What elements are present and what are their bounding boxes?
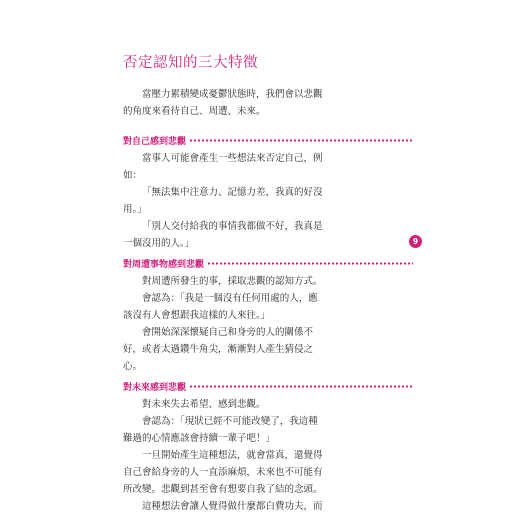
text-line: 難過的心情應該會持續一輩子吧！」: [123, 433, 276, 444]
text-line: 好，或者太過鑽牛角尖，漸漸對人產生猜侵之: [123, 344, 314, 355]
document-body: [123, 86, 413, 515]
text-line: 所改變。悲觀到甚至會有想要自我了結的念頭。: [123, 484, 323, 495]
section-title: 否定認知的三大特徵: [123, 55, 258, 71]
text-line: 會開始深深懷疑自己和身旁的人的關係不: [142, 327, 314, 338]
text-line: 一旦開始產生這種想法，就會當真，還覺得: [142, 450, 323, 461]
text-line: 當事人可能會產生一些想法來否定自己，例: [142, 153, 323, 164]
dotted-rule: [189, 385, 413, 388]
heading-label: 對周遭事物感到悲觀: [123, 260, 205, 270]
text-line: 對未來失去希望、感到悲觀。: [142, 399, 266, 410]
text-line: 如：: [123, 170, 143, 181]
quote-line: 「別人交付給我的事情我都做不好，我真是: [142, 221, 323, 232]
section-heading-future: [123, 379, 413, 394]
quote-line: 一個沒用的人。」: [123, 238, 195, 249]
quote-line: 用。」: [123, 204, 147, 215]
heading-label: 對自己感到悲觀: [123, 137, 187, 147]
section-heading-surroundings: [123, 256, 413, 271]
intro-line: 當壓力累積變成憂鬱狀態時，我們會以悲觀: [142, 89, 323, 100]
page-number-badge: 9: [409, 235, 422, 248]
section-heading-self: [123, 133, 413, 148]
quote-line: 「無法集中注意力、記憶力差，我真的好沒: [142, 187, 323, 198]
dotted-rule: [189, 139, 413, 142]
dotted-rule: [207, 262, 413, 265]
text-line: 心。: [123, 361, 143, 372]
text-line: 該沒有人會想跟我這樣的人來往。」: [123, 310, 271, 321]
text-line: 自己會給身旁的人一直添麻煩，未來也不可能有: [123, 467, 323, 478]
intro-line: 的角度來看待自己、周遭、未來。: [123, 106, 266, 117]
text-line: 這種想法會讓人覺得做什麼都白費功夫，而: [142, 501, 323, 512]
text-line: 會認為：「我是一個沒有任何用處的人，應: [142, 293, 318, 304]
heading-label: 對未來感到悲觀: [123, 383, 187, 393]
text-line: 會認為：「現狀已經不可能改變了，我這種: [142, 416, 318, 427]
text-line: 對周遭所發生的事，採取悲觀的認知方式。: [142, 276, 323, 287]
